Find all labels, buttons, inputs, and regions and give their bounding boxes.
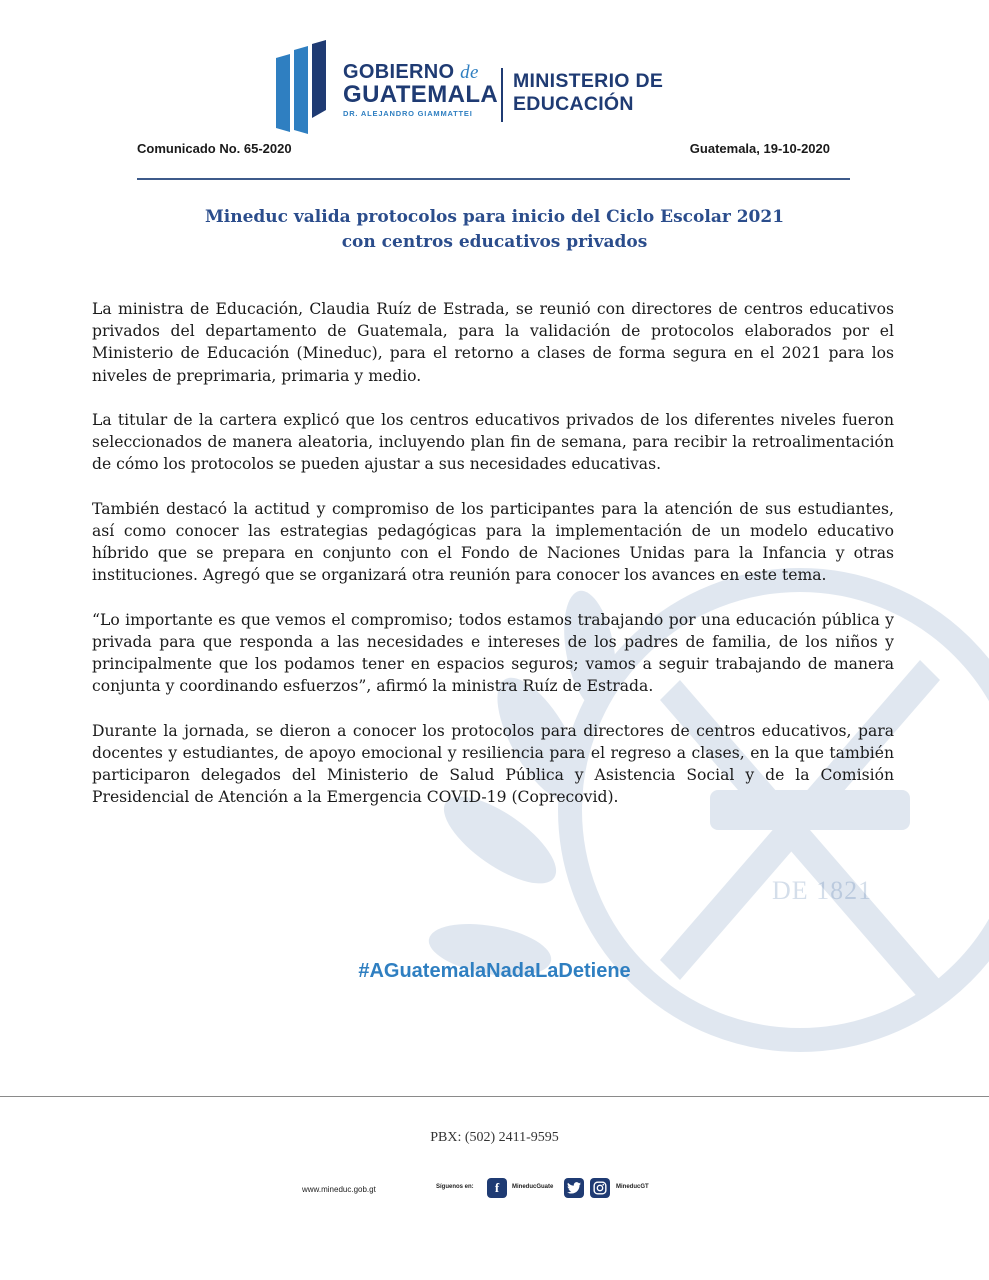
twitter-icon[interactable] bbox=[564, 1178, 584, 1198]
document-body bbox=[92, 298, 894, 831]
twitter-instagram-handle[interactable]: MineducGT bbox=[616, 1184, 649, 1190]
paragraph-4: “Lo importante es que vemos el compromiso; todos estamos trabajando por una educación pública y privada para que responda a las necesidades e intereses de los padres de familia, de los niños y principalmente que los podamos tener en espacios seguros; vamos a seguir trabajando de manera conjunta y coordinando esfuerzos”, afirmó la ministra Ruíz de Estrada. bbox=[92, 610, 894, 696]
guatemala-text: GUATEMALA bbox=[343, 81, 499, 108]
quetzal-bars-icon bbox=[276, 40, 334, 134]
government-logo bbox=[276, 40, 696, 134]
paragraph-5: Durante la jornada, se dieron a conocer los protocolos para directores de centros educativos, para docentes y estudiantes, de apoyo emocional y resiliencia para el regreso a clases, en la que también participaron delegados del Ministerio de Salud Pública y Asistencia Social y de la Comisión Presidencial de Atención a la Emergencia COVID-19 (Coprecovid). bbox=[92, 721, 894, 807]
document-title bbox=[100, 205, 889, 255]
watermark-date: DE 1821 bbox=[772, 876, 873, 905]
place-date: Guatemala, 19-10-2020 bbox=[689, 141, 830, 156]
president-text: DR. ALEJANDRO GIAMMATTEI bbox=[343, 109, 473, 118]
instagram-icon[interactable] bbox=[590, 1178, 610, 1198]
paragraph-3: También destacó la actitud y compromiso de los participantes para la atención de sus estudiantes, así como conocer las estrategias pedagógicas para la implementación de un modelo educativo híbrido que se prepara en conjunto con el Fondo de Naciones Unidas para la Infancia y otras instituciones. Agregó que se organizará otra reunión para conocer los avances en este tema. bbox=[92, 499, 894, 585]
de-text: de bbox=[460, 62, 479, 83]
title-line-2: con centros educativos privados bbox=[341, 232, 648, 252]
ministerio-wordmark bbox=[513, 70, 663, 116]
logo-divider bbox=[501, 68, 503, 122]
paragraph-2: La titular de la cartera explicó que los centros educativos privados de los diferentes niveles fueron seleccionados de manera aleatoria, incluyendo plan fin de semana, para recibir la retroalimentación de cómo los protocolos se pueden ajustar a sus necesidades educativas. bbox=[92, 411, 894, 474]
follow-label: Síguenos en: bbox=[436, 1184, 474, 1190]
facebook-icon[interactable]: f bbox=[487, 1178, 507, 1198]
facebook-handle[interactable]: MineducGuate bbox=[512, 1184, 554, 1190]
communique-number: Comunicado No. 65-2020 bbox=[137, 141, 292, 156]
title-line-1: Mineduc valida protocolos para inicio del Ciclo Escolar 2021 bbox=[204, 207, 785, 227]
header-divider bbox=[137, 178, 850, 180]
ministerio-line1: MINISTERIO DE bbox=[513, 70, 664, 92]
paragraph-1: La ministra de Educación, Claudia Ruíz de Estrada, se reunió con directores de centros educativos privados del departamento de Guatemala, para la validación de protocolos elaborados por el Ministerio de Educación (Mineduc), para el retorno a clases de forma segura en el 2021 para los niveles de preprimaria, primaria y medio. bbox=[92, 300, 894, 385]
footer-divider bbox=[0, 1096, 989, 1097]
pbx-phone: PBX: (502) 2411-9595 bbox=[430, 1130, 559, 1145]
footer-contacts bbox=[302, 1178, 662, 1200]
campaign-hashtag: #AGuatemalaNadaLaDetiene bbox=[358, 960, 631, 982]
website-link[interactable]: www.mineduc.gob.gt bbox=[302, 1185, 376, 1194]
gobierno-wordmark bbox=[343, 62, 498, 118]
gobierno-text: GOBIERNO bbox=[343, 61, 455, 83]
ministerio-line2: EDUCACIÓN bbox=[513, 93, 634, 115]
